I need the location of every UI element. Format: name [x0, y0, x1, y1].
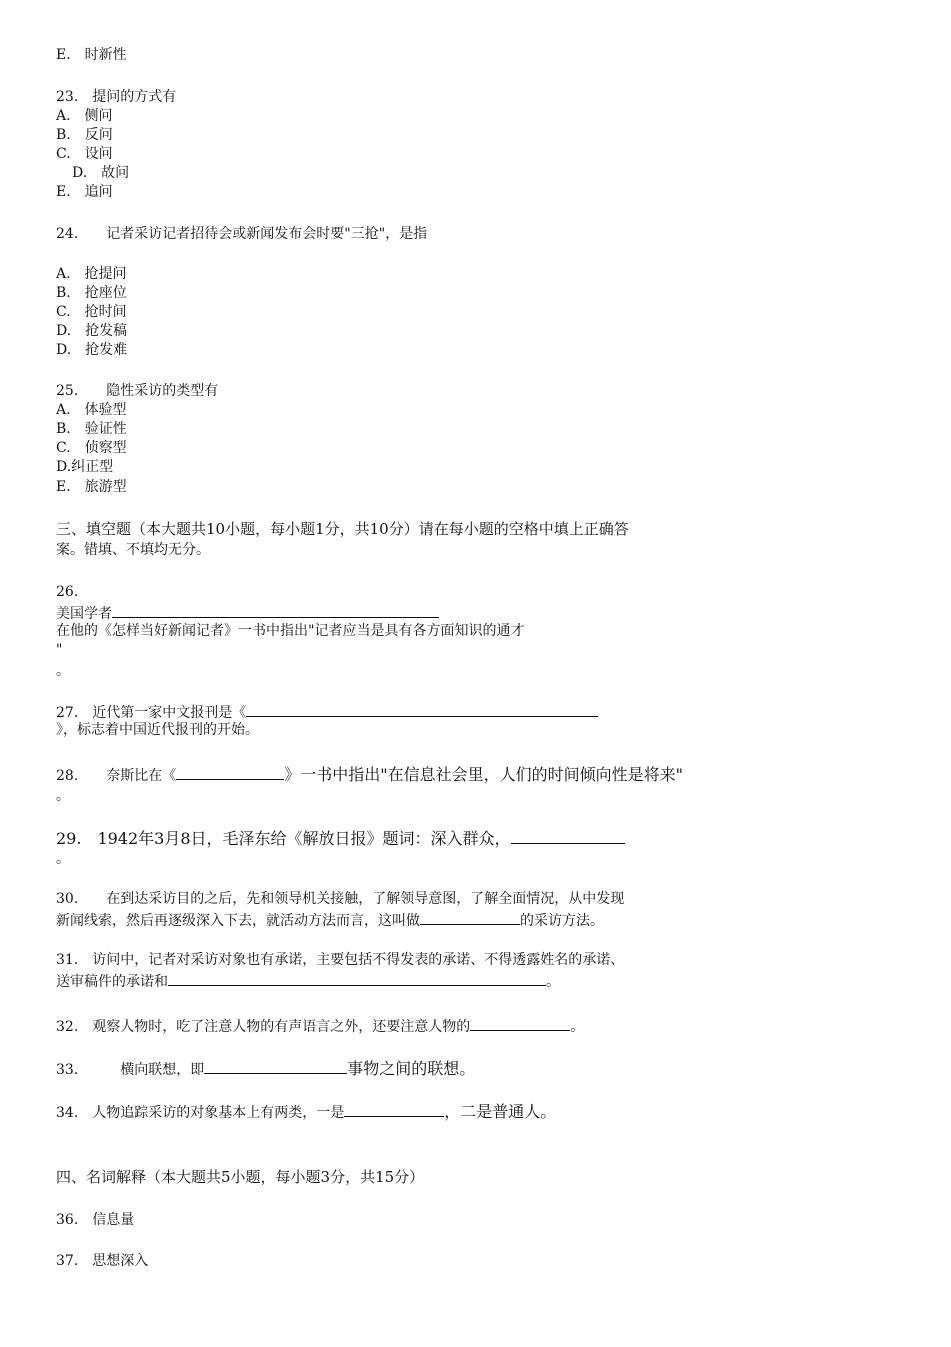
q29-pre: 29. 1942年3月8日，毛泽东给《解放日报》题词：深入群众，: [56, 829, 511, 848]
section4-heading: 四、名词解释（本大题共5小题，每小题3分，共15分）: [56, 1168, 425, 1186]
q28-line2: 。: [56, 788, 70, 804]
q31-blank[interactable]: [168, 970, 546, 986]
q32-pre: 32. 观察人物时，吃了注意人物的有声语言之外，还要注意人物的: [56, 1019, 471, 1035]
q28-blank[interactable]: [176, 764, 284, 780]
q25-option-d: D.纠正型: [56, 459, 114, 475]
q30-blank[interactable]: [420, 909, 520, 925]
q37-term: 37. 思想深入: [56, 1253, 149, 1269]
q26-line3: ": [56, 642, 63, 658]
q30-post: 的采访方法。: [520, 913, 604, 929]
q27-blank[interactable]: [246, 701, 598, 717]
q24-option-a: A. 抢提问: [56, 266, 127, 282]
q31-post: 。: [546, 974, 560, 990]
q33-line: [56, 1058, 475, 1080]
q24-stem: 24. 记者采访记者招待会或新闻发布会时要"三抢"，是指: [56, 226, 428, 242]
q29-blank[interactable]: [511, 828, 625, 844]
q26-line2: 在他的《怎样当好新闻记者》一书中指出"记者应当是具有各方面知识的通才: [56, 623, 525, 639]
q24-option-c: C. 抢时间: [56, 304, 127, 320]
q33-pre: 33. 横向联想，即: [56, 1062, 205, 1078]
q23-option-b: B. 反问: [56, 127, 113, 143]
q23-option-d: D. 故问: [72, 165, 130, 181]
q31-line2: [56, 970, 560, 992]
q32-blank[interactable]: [470, 1015, 570, 1031]
q34-pre: 34. 人物追踪采访的对象基本上有两类，一是: [56, 1105, 345, 1121]
q29-line1: [56, 828, 625, 848]
q32-line: [56, 1015, 584, 1037]
q32-post: 。: [570, 1019, 585, 1035]
q28-post: 》一书中指出"在信息社会里，人们的时间倾向性是将来": [284, 765, 683, 784]
q25-stem: 25. 隐性采访的类型有: [56, 383, 219, 399]
q36-term: 36. 信息量: [56, 1212, 135, 1228]
q33-blank[interactable]: [204, 1058, 347, 1074]
q23-stem: 23. 提问的方式有: [56, 89, 177, 105]
q27-line2: 》，标志着中国近代报刊的开始。: [56, 722, 259, 738]
q31-line1: 31. 访问中，记者对采访对象也有承诺，主要包括不得发表的承诺、不得透露姓名的承诺、: [56, 952, 625, 968]
q22-option-e: E. 时新性: [56, 47, 127, 63]
q23-option-e: E. 追问: [56, 184, 113, 200]
q28-pre: 28. 奈斯比在《: [56, 768, 177, 784]
q26-line4: 。: [56, 663, 70, 679]
q26-number: 26.: [56, 584, 79, 600]
q25-option-b: B. 验证性: [56, 421, 127, 437]
q30-line2: [56, 909, 604, 931]
q27-pre: 27. 近代第一家中文报刊是《: [56, 705, 247, 721]
q29-line2: 。: [56, 851, 70, 867]
section3-heading-line2: 案。错填、不填均无分。: [56, 542, 210, 558]
q24-option-d: D. 抢发稿: [56, 323, 128, 339]
q33-post: 事物之间的联想。: [347, 1059, 476, 1078]
q26-pre: 美国学者: [56, 606, 112, 622]
q34-post: ，二是普通人。: [444, 1102, 557, 1121]
q25-option-a: A. 体验型: [56, 402, 127, 418]
q28-line1: [56, 764, 683, 786]
section3-heading-line1: 三、填空题（本大题共10小题，每小题1分，共10分）请在每小题的空格中填上正确答: [56, 520, 629, 538]
q25-option-e: E. 旅游型: [56, 479, 127, 495]
q23-option-c: C. 设问: [56, 146, 113, 162]
q34-line: [56, 1101, 556, 1123]
q25-option-c: C. 侦察型: [56, 440, 127, 456]
q24-option-d2: D. 抢发难: [56, 342, 128, 358]
q27-line1: [56, 701, 598, 723]
q31-pre: 送审稿件的承诺和: [56, 974, 168, 990]
q24-option-b: B. 抢座位: [56, 285, 127, 301]
q30-pre: 新闻线索，然后再逐级深入下去，就活动方法而言，这叫做: [56, 913, 420, 929]
q23-option-a: A. 侧问: [56, 108, 113, 124]
q34-blank[interactable]: [344, 1101, 444, 1117]
q26-line1: [56, 602, 439, 624]
q26-blank[interactable]: [112, 602, 439, 618]
q30-line1: 30. 在到达采访目的之后，先和领导机关接触，了解领导意图，了解全面情况，从中发现: [56, 891, 625, 907]
